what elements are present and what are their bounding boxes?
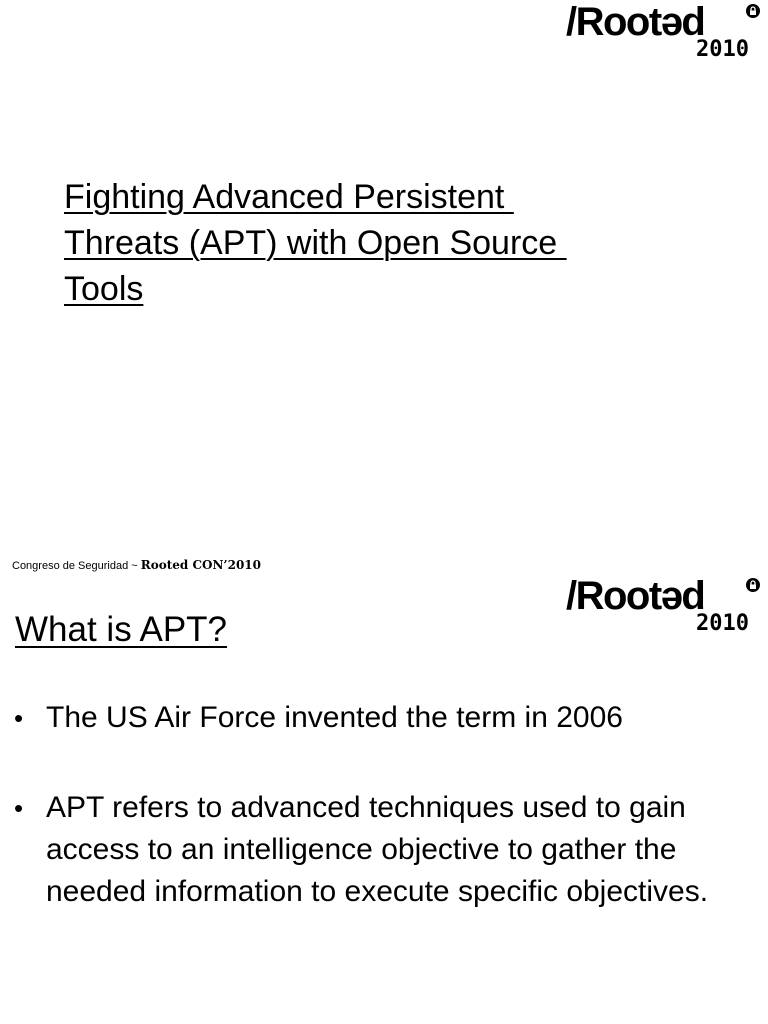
bullet-marker: • — [14, 793, 24, 823]
rooted-logo-second — [566, 574, 766, 644]
title-line: Threats (APT) with Open Source — [64, 224, 567, 262]
section-heading: What is APT? — [15, 610, 228, 649]
bullet-text: The US Air Force invented the term in 2006 — [46, 701, 623, 734]
padlock-badge-icon — [746, 578, 760, 592]
logo-wordmark: /Rootəd — [566, 0, 705, 44]
title-line: Fighting Advanced Persistent — [64, 178, 514, 216]
slide-title — [64, 174, 704, 312]
footer-event-name: Rooted CON’2010 — [140, 558, 262, 572]
footer-prefix: Congreso de Seguridad ~ — [12, 560, 141, 572]
list-item — [14, 697, 734, 739]
list-item — [14, 787, 734, 913]
bullet-list — [14, 697, 734, 913]
logo-wordmark: /Rootəd — [566, 574, 705, 618]
logo-year: 2010 — [696, 611, 749, 636]
bullet-text: APT refers to advanced techniques used to gain access to an intelligence objective to gather the needed information to execute specific objectives. — [46, 791, 709, 908]
logo-year: 2010 — [696, 37, 749, 62]
rooted-logo-top — [566, 0, 766, 70]
bullet-marker: • — [14, 703, 24, 733]
slide-footer — [12, 557, 261, 574]
title-line: Tools — [64, 270, 144, 308]
padlock-badge-icon — [746, 4, 760, 18]
